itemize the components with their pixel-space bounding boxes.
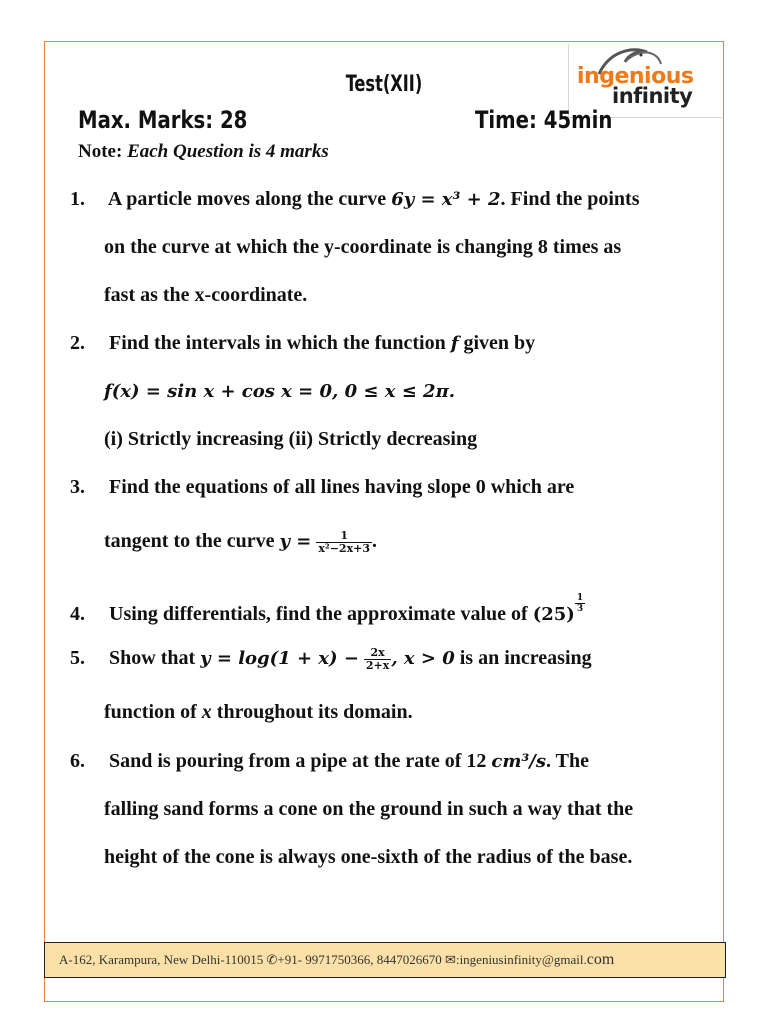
math-expression: f — [450, 333, 459, 354]
time-limit: Time: 45min — [475, 106, 613, 134]
question-text: . The — [546, 750, 590, 772]
question-number: 5. — [70, 647, 85, 669]
question-text: Find the intervals in which the function — [109, 332, 446, 354]
note-label: Note: — [78, 141, 123, 162]
question-text: given by — [463, 332, 536, 354]
question-text: A particle moves along the curve — [107, 188, 387, 210]
question-5-line-2 — [104, 700, 413, 724]
question-2-line-2 — [104, 379, 455, 404]
question-text: Sand is pouring from a pipe at the rate of 12 — [109, 750, 487, 772]
numerator: 1 — [576, 593, 584, 603]
footer-address: A-162, Karampura, New Delhi-110015 — [59, 952, 264, 967]
fraction — [316, 530, 372, 555]
question-number: 2. — [70, 332, 85, 354]
numerator: 2x — [364, 647, 391, 660]
math-expression: y = — [279, 531, 312, 552]
question-2-line-3: (i) Strictly increasing (ii) Strictly decreasing — [104, 428, 478, 450]
question-text: Show that — [109, 647, 196, 669]
question-4-line-1 — [70, 593, 585, 627]
question-number: 3. — [70, 476, 85, 498]
denominator: x²−2x+3 — [318, 541, 371, 555]
question-1-line-1 — [70, 187, 639, 212]
question-text: throughout its domain. — [216, 701, 413, 723]
question-text: tangent to the curve — [104, 530, 275, 552]
math-expression: y = log(1 + x) − — [200, 648, 359, 669]
variable-x: x — [201, 701, 212, 723]
question-1-line-2: on the curve at which the y-coordinate is changing 8 times as — [104, 236, 622, 258]
question-text: Find the equations of all lines having slope 0 which are — [109, 476, 575, 498]
note-text: Each Question is 4 marks — [127, 141, 329, 162]
question-6-line-3: height of the cone is always one-sixth of the radius of the base. — [104, 846, 633, 868]
footer-phone: +91- 9971750366, 8447026670 — [277, 952, 442, 967]
envelope-icon: ✉ — [445, 952, 456, 967]
logo-word-infinity: infinity — [612, 84, 693, 108]
question-text: function of — [104, 701, 197, 723]
footer-email[interactable]: :ingeniusinfinity@gmail. — [455, 952, 587, 967]
math-expression: (25) — [532, 604, 575, 625]
question-text: Using differentials, find the approximate value of — [109, 603, 528, 625]
math-expression: f(x) = sin x + cos x = 0, 0 ≤ x ≤ 2π. — [104, 381, 456, 402]
math-expression: cm³/s — [491, 751, 547, 772]
math-expression: 6y = x³ + 2 — [391, 189, 501, 210]
denominator: 2+x — [365, 658, 390, 672]
footer-contact-bar — [44, 942, 726, 978]
question-2-line-1 — [70, 331, 535, 356]
denominator: 3 — [576, 604, 584, 614]
question-text: is an increasing — [459, 647, 592, 669]
question-1-line-3: fast as the x-coordinate. — [104, 284, 308, 306]
question-5-line-1 — [70, 646, 592, 672]
question-6-line-2: falling sand forms a cone on the ground in such a way that the — [104, 798, 634, 820]
question-number: 4. — [70, 603, 85, 625]
math-expression: , x > 0 — [391, 648, 455, 669]
question-number: 6. — [70, 750, 85, 772]
note — [78, 141, 329, 163]
logo-word-ingenious: ingenious — [577, 64, 694, 89]
question-number: 1. — [70, 188, 85, 210]
exponent-fraction — [575, 593, 585, 614]
question-text: . Find the points — [500, 188, 640, 210]
numerator: 1 — [316, 530, 372, 543]
fraction — [364, 647, 391, 672]
phone-icon: ✆ — [266, 952, 278, 967]
footer-email-tld[interactable]: com — [586, 951, 615, 968]
question-6-line-1 — [70, 749, 589, 774]
page-title: Test(XII) — [345, 72, 423, 97]
question-3-line-1 — [70, 475, 574, 499]
max-marks: Max. Marks: 28 — [78, 106, 248, 134]
question-3-line-2: tangent to the curve y = $\frac{1}{\text{x²−2x+3}}$ . — [104, 528, 378, 555]
